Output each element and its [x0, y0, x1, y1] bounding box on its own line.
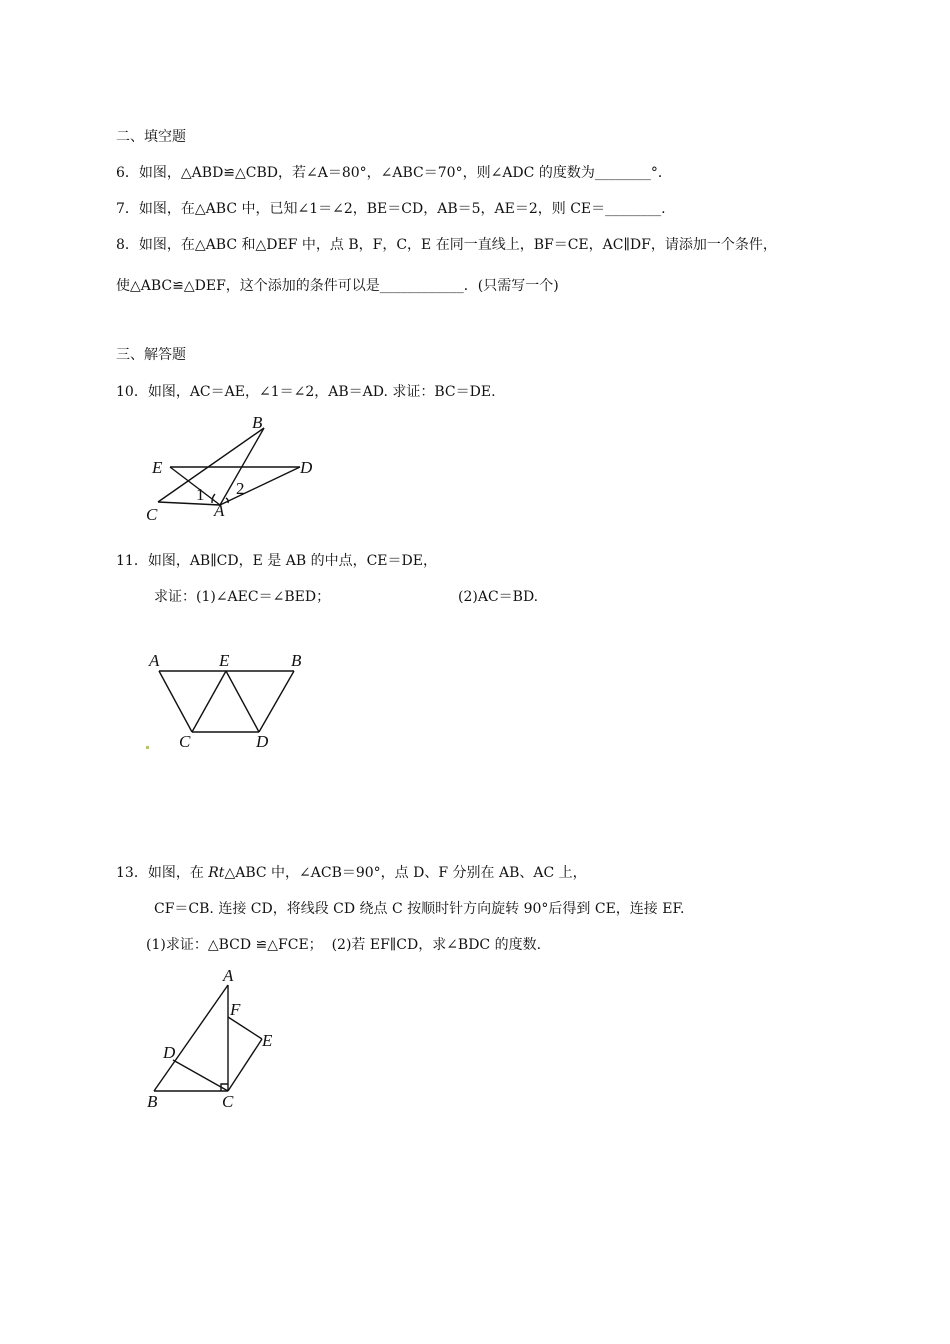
question-10: 10．如图，AC＝AE，∠1＝∠2，AB＝AD. 求证：BC＝DE.	[116, 384, 496, 400]
question-13-line-2: CF＝CB. 连接 CD，将线段 CD 绕点 C 按顺时针方向旋转 90°后得到 CE，连接 EF.	[154, 901, 685, 917]
q13-label-d: D	[163, 1043, 176, 1062]
q13-rt: Rt	[208, 865, 225, 881]
q13-label-b: B	[147, 1092, 158, 1110]
q13-segment-ce	[228, 1039, 262, 1091]
stray-dot	[146, 746, 149, 749]
q10-label-b: B	[252, 413, 263, 432]
question-11: 11．如图，AB∥CD，E 是 AB 的中点，CE＝DE，	[116, 553, 437, 569]
question-13-line-1	[116, 864, 587, 882]
q10-segment-ca	[158, 502, 220, 505]
question-11-proof-2: (2)AC＝BD.	[458, 589, 539, 605]
q11-label-a: A	[149, 651, 160, 670]
q13-prefix: 13．如图，在	[116, 865, 209, 881]
question-8-line-1: 8．如图，在△ABC 和△DEF 中，点 B，F，C，E 在同一直线上，BF＝CE，AC∥DF，请添加一个条件，	[116, 237, 777, 253]
q13-segment-fe	[228, 1017, 262, 1039]
question-10-figure	[142, 408, 332, 523]
q10-label-1: 1	[196, 485, 205, 504]
q11-segment-ec	[192, 671, 226, 732]
question-7: 7．如图，在△ABC 中，已知∠1＝∠2，BE＝CD，AB＝5，AE＝2，则 CE＝________.	[116, 201, 666, 217]
question-13-figure	[140, 965, 290, 1110]
section-heading-fill-in: 二、填空题	[116, 129, 186, 145]
q11-label-c: C	[179, 732, 191, 751]
q11-segment-bd	[259, 671, 294, 732]
q10-segment-da	[220, 467, 300, 505]
section-heading-answer: 三、解答题	[116, 347, 186, 363]
q10-label-e: E	[152, 458, 163, 477]
q11-segment-ed	[226, 671, 259, 732]
q13-label-f: F	[230, 1000, 241, 1019]
q13-segment-ab	[154, 985, 228, 1091]
q13-segment-dc	[173, 1060, 228, 1091]
q11-label-d: D	[256, 732, 269, 751]
q10-label-d: D	[300, 458, 313, 477]
question-8-line-2: 使△ABC≌△DEF，这个添加的条件可以是____________．(只需写一个)	[116, 278, 559, 294]
q11-label-e: E	[219, 651, 230, 670]
q11-label-b: B	[291, 651, 302, 670]
q13-label-c: C	[222, 1092, 234, 1110]
q13-suffix: △ABC 中，∠ACB＝90°，点 D、F 分别在 AB、AC 上，	[224, 865, 587, 881]
q10-label-c: C	[146, 505, 158, 523]
q13-label-a: A	[223, 966, 234, 985]
q10-label-2: 2	[236, 479, 245, 498]
q10-label-a: A	[214, 501, 225, 520]
q11-segment-ac	[159, 671, 192, 732]
question-11-proof-1: 求证：(1)∠AEC＝∠BED；	[154, 589, 331, 605]
question-13-line-3: (1)求证：△BCD ≌△FCE； (2)若 EF∥CD，求∠BDC 的度数.	[146, 937, 542, 953]
question-6: 6．如图，△ABD≌△CBD，若∠A＝80°，∠ABC＝70°，则∠ADC 的度数为________°．	[116, 165, 672, 181]
q13-label-e: E	[262, 1031, 273, 1050]
question-11-figure	[140, 645, 320, 755]
